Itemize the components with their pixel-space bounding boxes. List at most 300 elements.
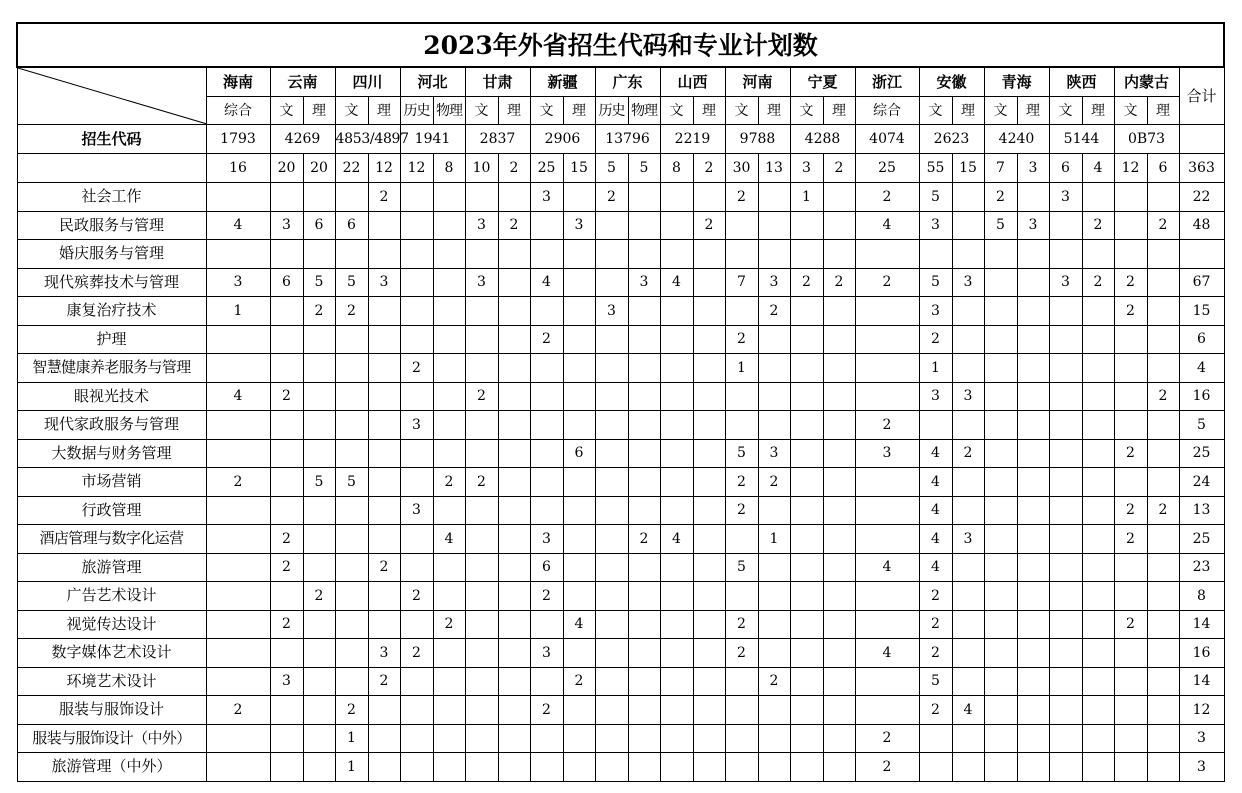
subject-header: 理 [368, 97, 400, 125]
plan-cell [660, 439, 693, 468]
plan-cell: 3 [400, 496, 433, 525]
plan-cell [984, 639, 1017, 668]
enrollment-code: 4288 [790, 125, 855, 154]
plan-cell [206, 240, 270, 269]
plan-cell [206, 639, 270, 668]
table-row [17, 382, 1224, 411]
plan-cell [433, 639, 465, 668]
plan-cell [595, 496, 628, 525]
plan-cell [563, 297, 595, 326]
plan-cell [433, 354, 465, 383]
plan-cell [1017, 382, 1049, 411]
plan-cell [790, 382, 823, 411]
plan-cell [595, 411, 628, 440]
plan-cell [984, 268, 1017, 297]
plan-cell: 2 [335, 696, 368, 725]
plan-cell [660, 411, 693, 440]
plan-cell: 3 [919, 382, 952, 411]
plan-cell: 3 [368, 639, 400, 668]
plan-cell [984, 496, 1017, 525]
table-row [17, 496, 1224, 525]
plan-cell [628, 724, 660, 753]
plan-cell [1082, 639, 1114, 668]
plan-cell: 2 [1082, 211, 1114, 240]
plan-cell: 2 [368, 183, 400, 212]
province-header: 广东 [595, 67, 660, 97]
plan-cell [758, 411, 790, 440]
subject-header: 文 [465, 97, 498, 125]
plan-cell: 4 [919, 525, 952, 554]
plan-cell [206, 183, 270, 212]
plan-cell [855, 496, 919, 525]
plan-cell [1082, 724, 1114, 753]
plan-cell [368, 525, 400, 554]
plan-cell [952, 183, 984, 212]
plan-cell: 1 [206, 297, 270, 326]
plan-cell: 6 [270, 268, 303, 297]
plan-cell: 2 [725, 183, 758, 212]
plan-cell [498, 183, 530, 212]
plan-cell [206, 582, 270, 611]
plan-cell [433, 553, 465, 582]
plan-cell [984, 468, 1017, 497]
plan-cell [1147, 468, 1179, 497]
plan-cell: 2 [725, 639, 758, 668]
plan-cell [1082, 382, 1114, 411]
plan-cell [952, 411, 984, 440]
plan-cell [628, 667, 660, 696]
plan-cell [1147, 724, 1179, 753]
plan-cell [1082, 496, 1114, 525]
plan-cell [563, 240, 595, 269]
plan-cell [693, 297, 725, 326]
plan-cell [693, 753, 725, 782]
table-row [17, 468, 1224, 497]
plan-cell [433, 297, 465, 326]
plan-cell [368, 468, 400, 497]
plan-cell [303, 325, 335, 354]
plan-cell [465, 439, 498, 468]
plan-cell: 3 [919, 297, 952, 326]
plan-cell [1017, 696, 1049, 725]
row-total: 12 [1179, 696, 1224, 725]
plan-cell [1017, 268, 1049, 297]
plan-cell [530, 382, 563, 411]
plan-cell: 2 [1114, 439, 1147, 468]
plan-cell [400, 468, 433, 497]
plan-cell [855, 354, 919, 383]
province-header: 河南 [725, 67, 790, 97]
plan-cell: 2 [855, 268, 919, 297]
plan-cell [790, 553, 823, 582]
plan-cell [433, 268, 465, 297]
province-header: 云南 [270, 67, 335, 97]
province-header: 新疆 [530, 67, 595, 97]
plan-total: 30 [725, 154, 758, 183]
plan-cell [725, 696, 758, 725]
plan-cell: 4 [919, 553, 952, 582]
plan-cell [725, 582, 758, 611]
plan-cell [400, 211, 433, 240]
plan-cell [628, 240, 660, 269]
plan-cell: 2 [758, 667, 790, 696]
plan-cell [206, 753, 270, 782]
plan-cell [1082, 553, 1114, 582]
plan-cell [952, 354, 984, 383]
plan-cell [563, 411, 595, 440]
plan-cell [1114, 667, 1147, 696]
plan-cell [595, 468, 628, 497]
plan-cell [595, 325, 628, 354]
plan-cell [952, 639, 984, 668]
plan-cell [790, 753, 823, 782]
plan-cell [1082, 525, 1114, 554]
plan-cell: 2 [498, 211, 530, 240]
province-header: 内蒙古 [1114, 67, 1179, 97]
table-row [17, 724, 1224, 753]
plan-cell: 2 [465, 468, 498, 497]
plan-cell [465, 183, 498, 212]
plan-cell [563, 696, 595, 725]
plan-cell: 4 [660, 268, 693, 297]
enrollment-code: 2219 [660, 125, 725, 154]
plan-cell: 2 [1114, 610, 1147, 639]
plan-cell [984, 240, 1017, 269]
plan-cell [1049, 639, 1082, 668]
plan-cell [952, 325, 984, 354]
plan-cell [1049, 211, 1082, 240]
plan-total: 20 [303, 154, 335, 183]
plan-cell [368, 411, 400, 440]
plan-cell [335, 240, 368, 269]
subject-header: 文 [984, 97, 1017, 125]
plan-cell [465, 610, 498, 639]
plan-cell [563, 496, 595, 525]
major-name: 数字媒体艺术设计 [17, 639, 206, 668]
plan-cell: 6 [303, 211, 335, 240]
plan-cell [433, 496, 465, 525]
plan-cell [303, 553, 335, 582]
plan-cell [823, 582, 855, 611]
row-total: 25 [1179, 439, 1224, 468]
plan-cell: 2 [206, 468, 270, 497]
plan-cell [433, 325, 465, 354]
plan-cell [790, 325, 823, 354]
plan-cell [270, 582, 303, 611]
plan-cell [628, 211, 660, 240]
plan-cell [368, 696, 400, 725]
plan-cell [790, 525, 823, 554]
plan-cell [952, 610, 984, 639]
plan-cell [855, 525, 919, 554]
plan-cell [498, 297, 530, 326]
plan-cell [595, 553, 628, 582]
subject-header: 文 [919, 97, 952, 125]
row-total: 67 [1179, 268, 1224, 297]
plan-cell [368, 325, 400, 354]
plan-total: 10 [465, 154, 498, 183]
plan-cell: 6 [530, 553, 563, 582]
plan-cell [823, 468, 855, 497]
plan-cell: 1 [335, 753, 368, 782]
plan-cell: 5 [919, 667, 952, 696]
plan-cell [1147, 325, 1179, 354]
plan-cell [1049, 325, 1082, 354]
plan-cell [758, 610, 790, 639]
plan-cell [1049, 753, 1082, 782]
plan-cell: 4 [855, 211, 919, 240]
row-total: 22 [1179, 183, 1224, 212]
plan-cell [465, 753, 498, 782]
plan-cell [1114, 183, 1147, 212]
plan-cell [660, 382, 693, 411]
major-name: 服装与服饰设计（中外） [17, 724, 206, 753]
subject-header: 理 [952, 97, 984, 125]
plan-cell [790, 411, 823, 440]
plan-cell: 2 [725, 496, 758, 525]
subject-header: 历史 [595, 97, 628, 125]
plan-cell [368, 297, 400, 326]
plan-cell [758, 496, 790, 525]
plan-cell [823, 525, 855, 554]
plan-cell [984, 696, 1017, 725]
plan-cell [368, 610, 400, 639]
subject-header: 理 [1017, 97, 1049, 125]
plan-cell: 2 [206, 696, 270, 725]
plan-cell [790, 354, 823, 383]
plan-cell: 3 [952, 525, 984, 554]
plan-cell: 2 [758, 468, 790, 497]
plan-cell [1114, 211, 1147, 240]
plan-cell [628, 639, 660, 668]
row-total: 4 [1179, 354, 1224, 383]
plan-cell: 2 [1114, 297, 1147, 326]
plan-cell [335, 525, 368, 554]
plan-cell [530, 411, 563, 440]
plan-cell [498, 696, 530, 725]
plan-cell [1049, 582, 1082, 611]
plan-cell [206, 553, 270, 582]
plan-cell: 7 [725, 268, 758, 297]
plan-cell [465, 240, 498, 269]
plan-cell: 3 [628, 268, 660, 297]
plan-cell [823, 354, 855, 383]
plan-cell [984, 354, 1017, 383]
plan-cell [1017, 496, 1049, 525]
plan-cell [400, 696, 433, 725]
plan-cell [725, 667, 758, 696]
plan-cell [368, 354, 400, 383]
enrollment-code: 4269 [270, 125, 335, 154]
plan-cell [595, 610, 628, 639]
table-title: 2023年外省招生代码和专业计划数 [17, 23, 1224, 67]
plan-cell [498, 496, 530, 525]
plan-cell [1114, 553, 1147, 582]
plan-cell [400, 183, 433, 212]
plan-cell [952, 724, 984, 753]
plan-cell [628, 411, 660, 440]
plan-cell [303, 724, 335, 753]
plan-cell [498, 468, 530, 497]
plan-cell [1049, 610, 1082, 639]
plan-cell [693, 354, 725, 383]
plan-cell [270, 753, 303, 782]
plan-cell: 2 [368, 667, 400, 696]
plan-cell [660, 696, 693, 725]
plan-cell [303, 439, 335, 468]
plan-cell [335, 325, 368, 354]
plan-cell: 3 [563, 211, 595, 240]
plan-cell [335, 610, 368, 639]
plan-cell [1017, 297, 1049, 326]
plan-cell [660, 582, 693, 611]
plan-cell [790, 639, 823, 668]
plan-cell: 3 [465, 268, 498, 297]
plan-cell [335, 667, 368, 696]
plan-cell [563, 582, 595, 611]
plan-cell [952, 496, 984, 525]
major-name: 大数据与财务管理 [17, 439, 206, 468]
plan-cell: 4 [660, 525, 693, 554]
plan-cell [1082, 297, 1114, 326]
plan-cell [595, 439, 628, 468]
plan-cell: 3 [758, 439, 790, 468]
table-row [17, 439, 1224, 468]
plan-cell [1017, 183, 1049, 212]
plan-cell [758, 553, 790, 582]
plan-cell: 3 [952, 382, 984, 411]
plan-cell [498, 525, 530, 554]
plan-cell [628, 696, 660, 725]
plan-cell [1017, 240, 1049, 269]
plan-cell [530, 724, 563, 753]
plan-cell [433, 439, 465, 468]
major-name: 智慧健康养老服务与管理 [17, 354, 206, 383]
plan-cell [758, 753, 790, 782]
table-row [17, 610, 1224, 639]
plan-cell [693, 439, 725, 468]
plan-cell [206, 724, 270, 753]
plan-cell [628, 325, 660, 354]
plan-cell [530, 468, 563, 497]
plan-cell [984, 525, 1017, 554]
plan-total: 25 [855, 154, 919, 183]
plan-cell: 2 [270, 525, 303, 554]
plan-cell [660, 240, 693, 269]
plan-cell [433, 667, 465, 696]
plan-cell [984, 753, 1017, 782]
plan-cell: 4 [206, 211, 270, 240]
plan-cell [368, 724, 400, 753]
plan-cell [206, 354, 270, 383]
plan-cell [530, 610, 563, 639]
plan-cell [303, 183, 335, 212]
plan-total: 6 [1147, 154, 1179, 183]
plan-cell [595, 354, 628, 383]
plan-cell [790, 696, 823, 725]
plan-cell [206, 411, 270, 440]
table-row [17, 240, 1224, 269]
plan-cell: 2 [984, 183, 1017, 212]
enrollment-code: 1793 [206, 125, 270, 154]
plan-cell: 3 [952, 268, 984, 297]
plan-cell [1049, 696, 1082, 725]
plan-cell [660, 724, 693, 753]
plan-cell [758, 354, 790, 383]
subject-header: 综合 [855, 97, 919, 125]
plan-cell [303, 610, 335, 639]
plan-cell [368, 211, 400, 240]
plan-cell [368, 382, 400, 411]
subject-header: 理 [758, 97, 790, 125]
plan-cell: 3 [855, 439, 919, 468]
plan-cell [1082, 696, 1114, 725]
plan-cell: 5 [335, 468, 368, 497]
plan-cell [1147, 525, 1179, 554]
plan-total: 12 [1114, 154, 1147, 183]
plan-cell: 4 [563, 610, 595, 639]
plan-cell [855, 582, 919, 611]
plan-cell: 2 [919, 696, 952, 725]
subject-header: 文 [1049, 97, 1082, 125]
plan-cell [725, 382, 758, 411]
plan-cell [1147, 354, 1179, 383]
plan-cell [823, 382, 855, 411]
plan-cell [855, 610, 919, 639]
plan-cell [270, 439, 303, 468]
subject-header: 物理 [628, 97, 660, 125]
plan-cell [1082, 325, 1114, 354]
plan-cell: 3 [1049, 268, 1082, 297]
grand-total: 363 [1179, 154, 1224, 183]
major-name: 现代家政服务与管理 [17, 411, 206, 440]
plan-cell [823, 696, 855, 725]
plan-cell [335, 639, 368, 668]
plan-cell: 2 [758, 297, 790, 326]
plan-cell [530, 240, 563, 269]
plan-cell [725, 753, 758, 782]
plan-cell [693, 525, 725, 554]
province-header: 宁夏 [790, 67, 855, 97]
plan-cell [1082, 240, 1114, 269]
plan-cell: 2 [530, 696, 563, 725]
plan-total: 8 [660, 154, 693, 183]
plan-cell [1017, 753, 1049, 782]
plan-cell [1082, 582, 1114, 611]
plan-cell [206, 439, 270, 468]
plan-cell [725, 211, 758, 240]
plan-cell [823, 610, 855, 639]
row-total: 24 [1179, 468, 1224, 497]
enrollment-plan-table [16, 22, 1225, 782]
plan-cell [628, 297, 660, 326]
plan-cell [693, 667, 725, 696]
plan-cell: 2 [595, 183, 628, 212]
major-name: 环境艺术设计 [17, 667, 206, 696]
major-name: 现代殡葬技术与管理 [17, 268, 206, 297]
plan-cell: 3 [530, 525, 563, 554]
plan-cell: 2 [725, 610, 758, 639]
plan-cell [984, 325, 1017, 354]
plan-cell [628, 553, 660, 582]
plan-cell [563, 382, 595, 411]
plan-cell [919, 753, 952, 782]
plan-cell [1147, 696, 1179, 725]
plan-cell [1114, 240, 1147, 269]
plan-cell [595, 268, 628, 297]
subject-header: 理 [693, 97, 725, 125]
plan-cell: 2 [790, 268, 823, 297]
